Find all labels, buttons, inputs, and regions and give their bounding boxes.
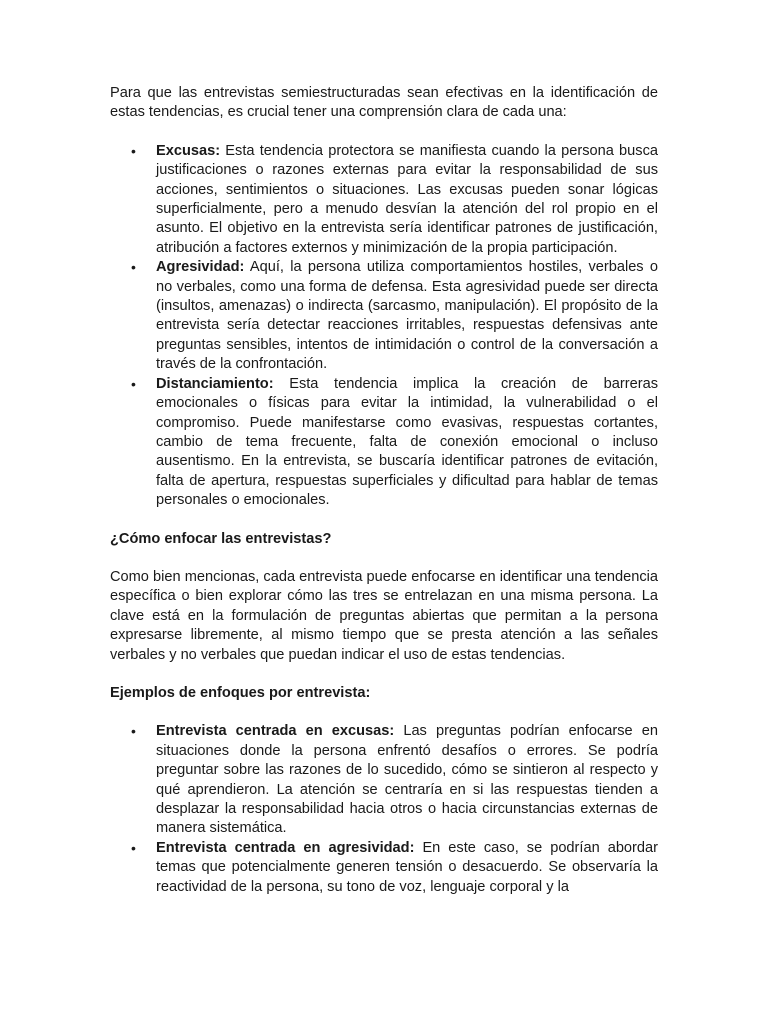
list-item-term: Agresividad: (156, 259, 245, 276)
tendencies-list (110, 142, 658, 511)
list-item-term: Distanciamiento: (156, 375, 274, 392)
list-item-text: Esta tendencia protectora se manifiesta cuando la persona busca justificaciones o razones externas para evitar la responsabilidad de sus acciones, sentimientos o situaciones. Las excusas pueden sonar lógicas superficialmente, pero a menudo desvían la atención del rol propio en el asunto. El objetivo en la entrevista sería identificar patrones de justificación, atribución a factores externos y minimización de la propia participación. (156, 142, 658, 256)
list-item-text: Esta tendencia implica la creación de barreras emocionales o físicas para evitar la intimidad, la vulnerabilidad o el compromiso. Puede manifestarse como evasivas, respuestas cortantes, cambio de tema frecuente, falta de conexión emocional o incluso ausentismo. En la entrevista, se buscaría identificar patrones de evitación, falta de apertura, respuestas superficiales y dificultad para hablar de temas personales o emocionales. (156, 375, 658, 509)
list-item (110, 839, 658, 897)
bullet-icon: • (131, 142, 136, 159)
list-item (110, 142, 658, 258)
list-item-text: Aquí, la persona utiliza comportamientos hostiles, verbales o no verbales, como una forma de defensa. Esta agresividad puede ser directa (insultos, amenazas) o indirecta (sarcasmo, manipulación). El propósito de la entrevista sería detectar reacciones irritables, respuestas defensivas ante preguntas sensibles, intentos de intimidación o control de la conversación a través de la confrontación. (156, 259, 658, 373)
list-item (110, 375, 658, 511)
list-item (110, 258, 658, 374)
list-item-term: Excusas: (156, 142, 221, 159)
list-item-text: En este caso, se podrían abordar temas que potencialmente generen tensión o desacuerdo. Se observaría la reactividad de la persona, su tono de voz, lenguaje corporal y la (156, 839, 658, 895)
intro-paragraph: Para que las entrevistas semiestructuradas sean efectivas en la identificación de estas tendencias, es crucial tener una comprensión clara de cada una: (110, 85, 658, 121)
bullet-icon: • (131, 839, 136, 856)
bullet-icon: • (131, 723, 136, 740)
list-item (110, 722, 658, 838)
section-heading-examples: Ejemplos de enfoques por entrevista: (110, 684, 371, 701)
list-item-term: Entrevista centrada en excusas: (156, 723, 395, 740)
focus-paragraph: Como bien mencionas, cada entrevista puede enfocarse en identificar una tendencia específica o bien explorar cómo las tres se entrelazan en una misma persona. La clave está en la formulación de preguntas abiertas que permitan a la persona expresarse libremente, al mismo tiempo que se presta atención a las señales verbales y no verbales que puedan indicar el uso de estas tendencias. (110, 568, 658, 663)
section-heading-focus: ¿Cómo enfocar las entrevistas? (110, 530, 332, 547)
bullet-icon: • (131, 375, 136, 392)
document-page (110, 84, 658, 897)
examples-list (110, 722, 658, 897)
bullet-icon: • (131, 259, 136, 276)
list-item-text: Las preguntas podrían enfocarse en situaciones donde la persona enfrentó desafíos o errores. Se podría preguntar sobre las razones de lo sucedido, cómo se sintieron al respecto y qué aprendieron. La atención se centraría en si las respuestas tienden a desplazar la responsabilidad hacia otros o hacia circunstancias externas de manera sistemática. (156, 723, 658, 837)
list-item-term: Entrevista centrada en agresividad: (156, 839, 415, 856)
